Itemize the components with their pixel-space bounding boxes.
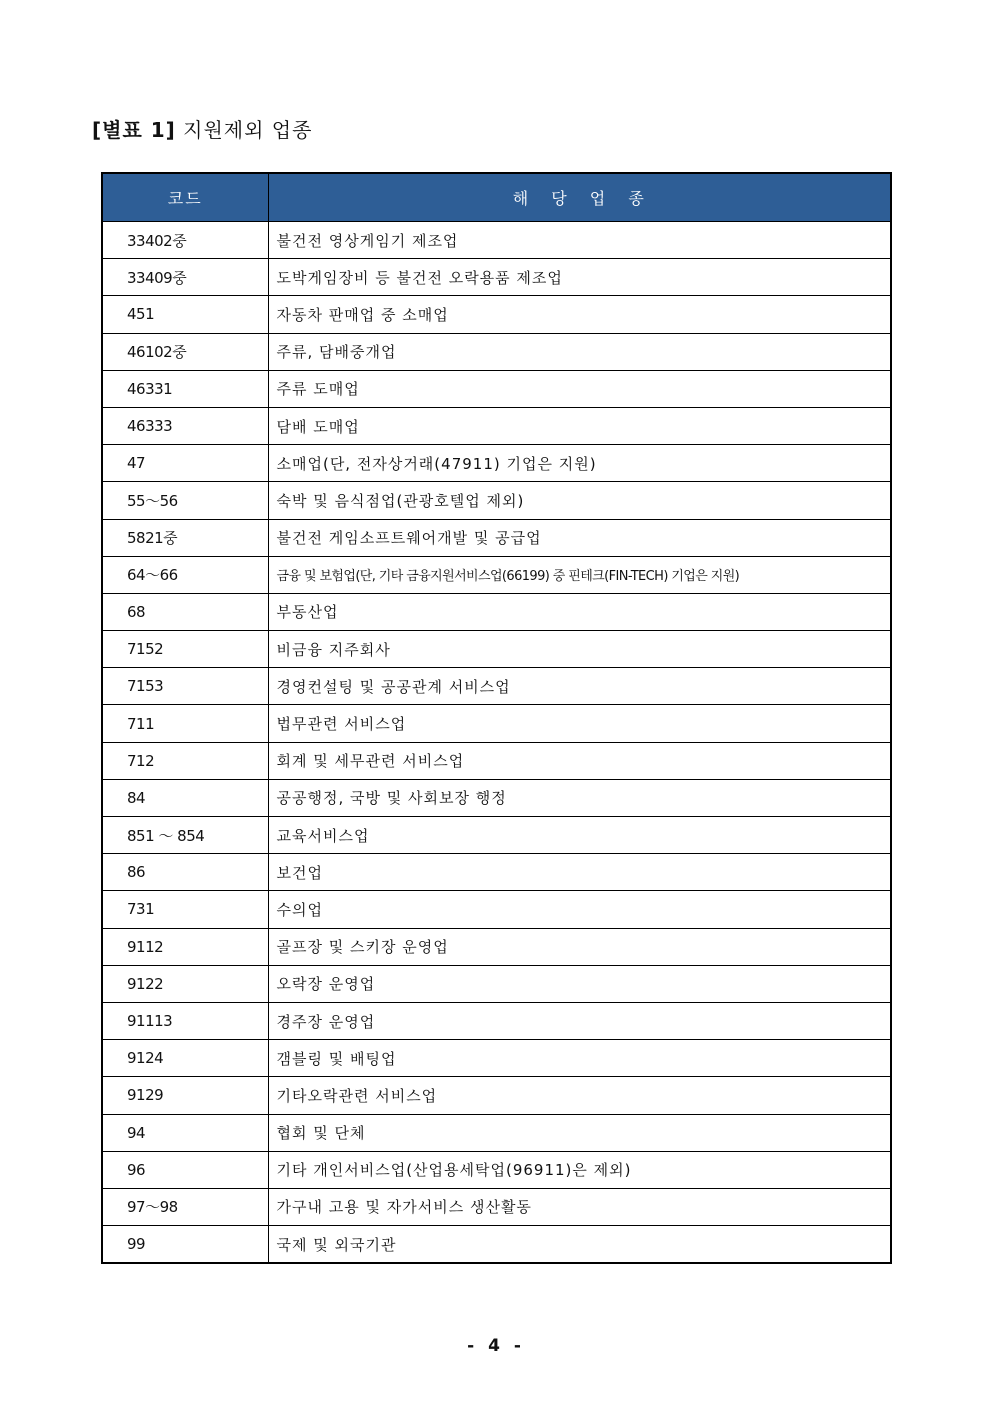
industry-code: 9122 xyxy=(102,965,268,1002)
industry-description: 교육서비스업 xyxy=(268,817,891,854)
industry-description: 갬블링 및 배팅업 xyxy=(268,1040,891,1077)
industry-description: 담배 도매업 xyxy=(268,407,891,444)
table-row xyxy=(102,928,891,965)
industry-code: 711 xyxy=(102,705,268,742)
industry-code: 46333 xyxy=(102,407,268,444)
industry-code: 94 xyxy=(102,1114,268,1151)
industry-description: 법무관련 서비스업 xyxy=(268,705,891,742)
industry-code: 33402중 xyxy=(102,222,268,259)
industry-code: 96 xyxy=(102,1151,268,1188)
title-text: 지원제외 업종 xyxy=(175,118,313,142)
industry-description: 회계 및 세무관련 서비스업 xyxy=(268,742,891,779)
table-row xyxy=(102,445,891,482)
table-row xyxy=(102,407,891,444)
industry-code: 46331 xyxy=(102,370,268,407)
table-row xyxy=(102,1077,891,1114)
industry-code: 9112 xyxy=(102,928,268,965)
industry-description: 가구내 고용 및 자가서비스 생산활동 xyxy=(268,1188,891,1225)
industry-description: 소매업(단, 전자상거래(47911) 기업은 지원) xyxy=(268,445,891,482)
industry-code: 64～66 xyxy=(102,556,268,593)
table-row xyxy=(102,1188,891,1225)
industry-description: 숙박 및 음식점업(관광호텔업 제외) xyxy=(268,482,891,519)
appendix-label: [별표 1] xyxy=(92,118,176,142)
industry-code: 55～56 xyxy=(102,482,268,519)
industry-description: 협회 및 단체 xyxy=(268,1114,891,1151)
industry-description: 주류 도매업 xyxy=(268,370,891,407)
industry-code: 46102중 xyxy=(102,333,268,370)
table-row xyxy=(102,965,891,1002)
table-row xyxy=(102,668,891,705)
industry-description: 오락장 운영업 xyxy=(268,965,891,1002)
industry-code: 712 xyxy=(102,742,268,779)
table-row xyxy=(102,1040,891,1077)
table-row xyxy=(102,779,891,816)
industry-code: 68 xyxy=(102,593,268,630)
page-title xyxy=(92,114,312,143)
table-row xyxy=(102,259,891,296)
industry-description: 경주장 운영업 xyxy=(268,1002,891,1039)
table-row xyxy=(102,854,891,891)
table-header-row xyxy=(102,173,891,222)
industry-code: 33409중 xyxy=(102,259,268,296)
industry-description: 부동산업 xyxy=(268,593,891,630)
table-row xyxy=(102,1002,891,1039)
industry-code: 9124 xyxy=(102,1040,268,1077)
table-row xyxy=(102,891,891,928)
industry-code: 451 xyxy=(102,296,268,333)
industry-description: 공공행정, 국방 및 사회보장 행정 xyxy=(268,779,891,816)
industry-code: 851 ～ 854 xyxy=(102,817,268,854)
excluded-industries-table xyxy=(101,172,892,1264)
table-row xyxy=(102,631,891,668)
table-row xyxy=(102,1226,891,1264)
table-row xyxy=(102,705,891,742)
industry-code: 9129 xyxy=(102,1077,268,1114)
table-row xyxy=(102,593,891,630)
industry-description: 불건전 영상게임기 제조업 xyxy=(268,222,891,259)
industry-code: 91113 xyxy=(102,1002,268,1039)
industry-description: 불건전 게임소프트웨어개발 및 공급업 xyxy=(268,519,891,556)
industry-code: 731 xyxy=(102,891,268,928)
industry-description: 주류, 담배중개업 xyxy=(268,333,891,370)
table-row xyxy=(102,296,891,333)
industry-description: 기타 개인서비스업(산업용세탁업(96911)은 제외) xyxy=(268,1151,891,1188)
industry-column-header: 해 당 업 종 xyxy=(268,173,891,222)
industry-description: 도박게임장비 등 불건전 오락용품 제조업 xyxy=(268,259,891,296)
table-row xyxy=(102,222,891,259)
table-row xyxy=(102,556,891,593)
table-row xyxy=(102,482,891,519)
industry-description: 기타오락관련 서비스업 xyxy=(268,1077,891,1114)
industry-code: 7153 xyxy=(102,668,268,705)
industry-description: 자동차 판매업 중 소매업 xyxy=(268,296,891,333)
industry-description: 금융 및 보험업(단, 기타 금융지원서비스업(66199) 중 핀테크(FIN-TECH) 기업은 지원) xyxy=(268,556,891,593)
table-row xyxy=(102,370,891,407)
industry-code: 97～98 xyxy=(102,1188,268,1225)
table-row xyxy=(102,333,891,370)
industry-code: 47 xyxy=(102,445,268,482)
industry-description: 국제 및 외국기관 xyxy=(268,1226,891,1264)
industry-code: 86 xyxy=(102,854,268,891)
table-row xyxy=(102,817,891,854)
table-row xyxy=(102,742,891,779)
industry-code: 99 xyxy=(102,1226,268,1264)
industry-description: 비금융 지주회사 xyxy=(268,631,891,668)
industry-code: 5821중 xyxy=(102,519,268,556)
code-column-header: 코드 xyxy=(102,173,268,222)
industry-description: 경영컨설팅 및 공공관계 서비스업 xyxy=(268,668,891,705)
table-row xyxy=(102,519,891,556)
industry-code: 84 xyxy=(102,779,268,816)
industry-description: 골프장 및 스키장 운영업 xyxy=(268,928,891,965)
table-row xyxy=(102,1114,891,1151)
industry-description: 보건업 xyxy=(268,854,891,891)
table-row xyxy=(102,1151,891,1188)
industry-description: 수의업 xyxy=(268,891,891,928)
industry-code: 7152 xyxy=(102,631,268,668)
page-number: - 4 - xyxy=(467,1336,525,1356)
